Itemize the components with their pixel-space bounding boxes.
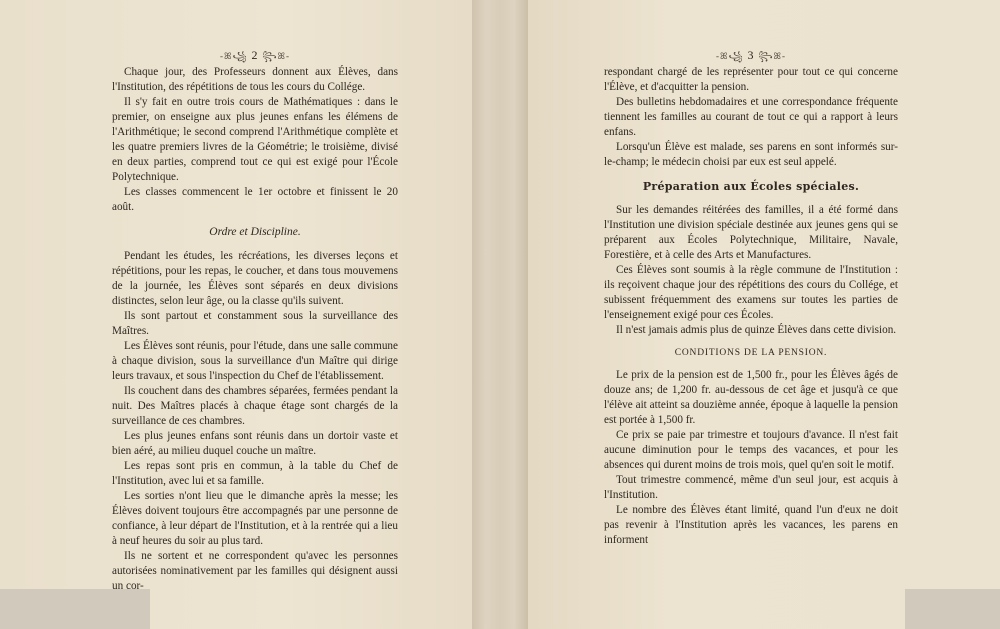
paragraph: Les Élèves sont réunis, pour l'étude, dans une salle commune à chaque division, sous la surveillance d'un Maître qui dirige leurs travaux, et sous l'inspection du Chef de l'établissement. [112,340,398,382]
paragraph: Les classes commencent le 1er octobre et finissent le 20 août. [112,186,398,213]
section-title: Ordre et Discipline. [209,226,301,238]
header-ornament-right: ꧂ꕤ- [262,51,291,61]
paragraph: Les plus jeunes enfans sont réunis dans un dortoir vaste et bien aéré, au milieu duquel couche un maître. [112,430,398,457]
paragraph: Ils couchent dans des chambres séparées, fermées pendant la nuit. Des Maîtres placés à chaque étage sont chargés de la surveillance de ces chambres. [112,385,398,427]
paragraph: Il s'y fait en outre trois cours de Mathématiques : dans le premier, on enseigne aux plus jeunes enfans les élémens de l'Arithmétique; le second comprend l'Arithmétique complète et les quatre premiers livres de la Géométrie; le troisième, divisé en deux parties, comprend tout ce qui est exigé pour l'École Polytechnique. [112,96,398,183]
page-header [604,46,898,64]
page-number: 2 [251,48,259,62]
header-ornament-left: -ꕤ꧁ [715,51,744,61]
paragraph: Les repas sont pris en commun, à la table du Chef de l'Institution, avec lui et sa famille. [112,460,398,487]
tape-strip-left [0,589,150,629]
section-title: Préparation aux Écoles spéciales. [642,180,860,193]
paragraph: Il n'est jamais admis plus de quinze Élèves dans cette division. [616,324,897,336]
paragraph: Ce prix se paie par trimestre et toujours d'avance. Il n'est fait aucune diminution pour le temps des vacances, et pour les absences qui durent moins de trois mois, quel qu'en soit le motif. [604,429,898,471]
header-ornament-right: ꧂ꕤ- [758,51,787,61]
page-number: 3 [747,48,755,62]
book-gutter [472,0,528,629]
section-title: CONDITIONS DE LA PENSION. [674,348,828,358]
paragraph: Ils ne sortent et ne correspondent qu'avec les personnes autorisées nominativement par les familles qui désignent aussi un cor- [112,550,398,592]
page-header [112,46,398,64]
paragraph: Le nombre des Élèves étant limité, quand l'un d'eux ne doit pas revenir à l'Institution après les vacances, les parens en informent [604,504,898,546]
paragraph: Ces Élèves sont soumis à la règle commune de l'Institution : ils reçoivent chaque jour des répétitions des cours du Collége, et subissent fréquemment des examens sur toutes les parties de l'enseignement exigé pour ces Écoles. [604,264,898,321]
paragraph: Des bulletins hebdomadaires et une correspondance fréquente tiennent les familles au courant de tout ce qui a rapport à leurs enfans. [604,96,898,138]
tape-strip-right [905,589,1000,629]
left-page-text [112,46,398,594]
paragraph: Le prix de la pension est de 1,500 fr., pour les Élèves âgés de douze ans; de 1,200 fr. au-dessous de cet âge et jusqu'à ce que l'élève ait atteint sa douzième année, époque à laquelle la pension est portée à 1,500 fr. [604,369,898,426]
paragraph: Les sorties n'ont lieu que le dimanche après la messe; les Élèves doivent toujours être accompagnés par une personne de confiance, à leur départ de l'Institution, et à la rentrée qui a lieu à neuf heures du soir au plus tard. [112,490,398,547]
paragraph: Ils sont partout et constamment sous la surveillance des Maîtres. [112,310,398,337]
right-page-text [604,46,898,548]
paragraph: Sur les demandes réitérées des familles, il a été formé dans l'Institution une division spéciale destinée aux jeunes gens qui se préparent aux Écoles Polytechnique, Militaire, Navale, Forestière, et à celle des Arts et Manufactures. [604,204,898,261]
paragraph: Chaque jour, des Professeurs donnent aux Élèves, dans l'Institution, des répétitions de tous les cours du Collége. [112,66,398,93]
paragraph: Tout trimestre commencé, même d'un seul jour, est acquis à l'Institution. [604,474,898,501]
header-ornament-left: -ꕤ꧁ [219,51,248,61]
paragraph: Lorsqu'un Élève est malade, ses parens en sont informés sur-le-champ; le médecin choisi par eux est seul appelé. [604,141,898,168]
paragraph: Pendant les études, les récréations, les diverses leçons et répétitions, pour les repas, le coucher, et dans tous mouvemens de la journée, les Élèves sont séparés en deux divisions distinctes, selon leur âge, ou la classe qu'ils suivent. [112,250,398,307]
paragraph: respondant chargé de les représenter pour tout ce qui concerne l'Élève, et d'acquitter la pension. [604,66,898,93]
